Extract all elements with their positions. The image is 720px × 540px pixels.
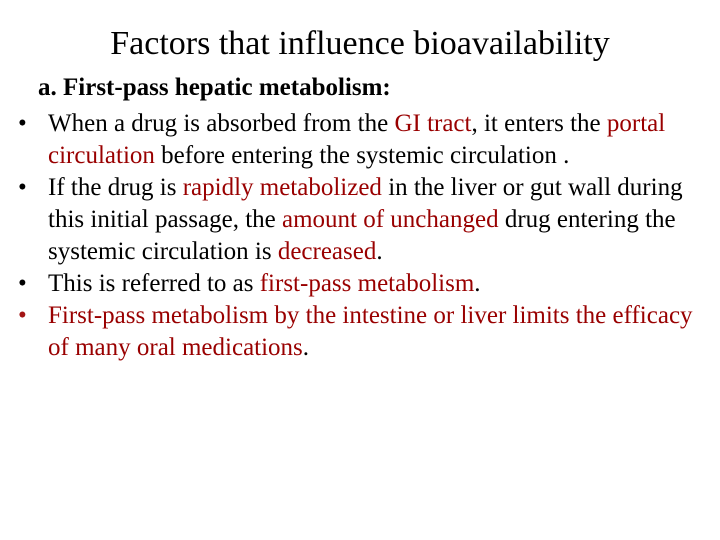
highlighted-term: decreased — [277, 238, 377, 265]
bullet-text-segment: , it enters the — [471, 110, 607, 137]
highlighted-term: portal circulation — [48, 110, 666, 169]
bullet-item — [18, 300, 698, 364]
bullet-marker: • — [18, 302, 27, 329]
highlighted-term: rapidly metabolized — [182, 174, 382, 201]
bullet-item — [18, 172, 698, 268]
bullet-list — [18, 108, 698, 364]
bullet-text-segment: If the drug is — [48, 174, 183, 201]
bullet-text-segment: . — [302, 334, 310, 361]
bullet-text-segment: before entering the systemic circulation . — [154, 142, 570, 169]
bullet-text-segment: drug entering the systemic circulation is — [48, 206, 676, 265]
bullet-text-segment: . — [474, 270, 481, 297]
slide-title: Factors that influence bioavailability — [110, 25, 610, 62]
bullet-text-segment: This is referred to as — [48, 270, 260, 297]
highlighted-term: first-pass metabolism — [259, 270, 475, 297]
bullet-marker: • — [18, 110, 27, 137]
highlighted-term: First-pass metabolism by the intestine or liver limits the efficacy of many oral medications — [48, 302, 693, 361]
bullet-marker: • — [18, 270, 27, 297]
highlighted-term: GI tract — [394, 110, 472, 137]
bullet-item — [18, 268, 698, 300]
bullet-text-segment: . — [376, 238, 383, 265]
bullet-text-segment: When a drug is absorbed from the — [48, 110, 395, 137]
bullet-item — [18, 108, 698, 172]
highlighted-term: amount of unchanged — [281, 206, 499, 233]
bullet-marker: • — [18, 174, 27, 201]
section-subheading: a. First-pass hepatic metabolism: — [38, 74, 391, 101]
bullet-text-segment: in the liver or gut wall during this initial passage, the — [48, 174, 683, 233]
